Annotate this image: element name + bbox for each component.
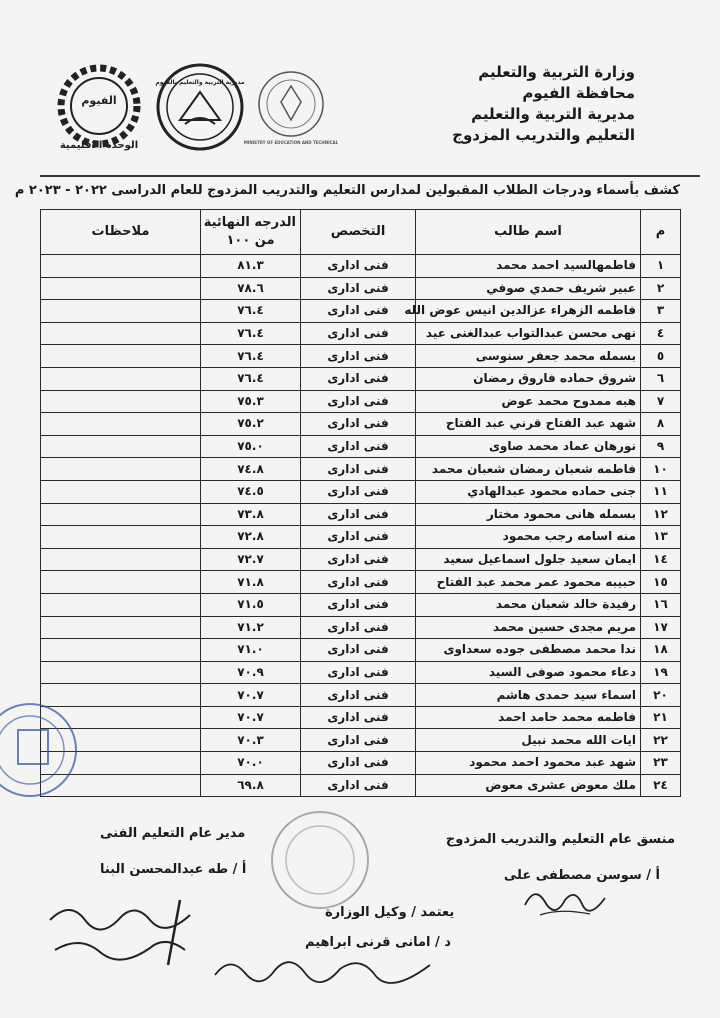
cell-grade: ٧١.٢ (201, 616, 301, 639)
header-grade (201, 210, 301, 255)
header-grade-line2: من ١٠٠ (226, 233, 275, 248)
cell-num: ١ (641, 255, 681, 278)
cell-spec: فنى ادارى (301, 345, 416, 368)
page-title: كشف بأسماء ودرجات الطلاب المقبولين لمدارس التعليم والتدريب المزدوج للعام الدراسى ٢٠٢٢ - ٢٠٢٣ م (14, 183, 680, 198)
cell-grade: ٧٣.٨ (201, 503, 301, 526)
cell-spec: فنى ادارى (301, 255, 416, 278)
table-row (41, 480, 681, 503)
cell-spec: فنى ادارى (301, 480, 416, 503)
cell-num: ٢٣ (641, 752, 681, 775)
cell-name: فاطمهالسيد احمد محمد (416, 255, 641, 278)
cell-grade: ٧٥.٣ (201, 390, 301, 413)
cell-name: هبه ممدوح محمد عوض (416, 390, 641, 413)
regional-unit-logo (50, 60, 148, 152)
cell-spec: فنى ادارى (301, 774, 416, 797)
cell-notes (41, 345, 201, 368)
cell-num: ١٤ (641, 548, 681, 571)
cell-num: ٢٠ (641, 684, 681, 707)
directorate-logo-text: مديرية التربية والتعليم بالفيوم (155, 79, 245, 86)
table-row (41, 593, 681, 616)
cell-num: ٥ (641, 345, 681, 368)
cell-spec: فنى ادارى (301, 503, 416, 526)
cell-notes (41, 390, 201, 413)
cell-notes (41, 593, 201, 616)
cell-grade: ٧٨.٦ (201, 277, 301, 300)
header-department: التعليم والتدريب المزدوج (452, 126, 635, 144)
cell-notes (41, 503, 201, 526)
table-row (41, 684, 681, 707)
cell-num: ٢٢ (641, 729, 681, 752)
cell-name: نهى محسن عبدالتواب عبدالغنى عيد (416, 322, 641, 345)
cell-name: دعاء محمود صوفى السيد (416, 661, 641, 684)
cell-num: ١٥ (641, 571, 681, 594)
cell-num: ٧ (641, 390, 681, 413)
table-row (41, 706, 681, 729)
table-row (41, 526, 681, 549)
cell-num: ١٠ (641, 458, 681, 481)
cell-name: بسمله هانى محمود مختار (416, 503, 641, 526)
cell-spec: فنى ادارى (301, 548, 416, 571)
cell-name: فاطمه شعبان رمضان شعبان محمد (416, 458, 641, 481)
table-row (41, 752, 681, 775)
cell-spec: فنى ادارى (301, 277, 416, 300)
cell-grade: ٧٥.٢ (201, 413, 301, 436)
cell-spec: فنى ادارى (301, 435, 416, 458)
cell-notes (41, 480, 201, 503)
cell-notes (41, 571, 201, 594)
cell-grade: ٧٠.٧ (201, 684, 301, 707)
cell-grade: ٧١.٨ (201, 571, 301, 594)
table-row (41, 277, 681, 300)
header-notes: ملاحظات (41, 210, 201, 255)
cell-spec: فنى ادارى (301, 413, 416, 436)
cell-notes (41, 255, 201, 278)
table-row (41, 548, 681, 571)
cell-grade: ٧١.٠ (201, 639, 301, 662)
cell-num: ٤ (641, 322, 681, 345)
cell-notes (41, 322, 201, 345)
cell-num: ١١ (641, 480, 681, 503)
cell-notes (41, 458, 201, 481)
ministry-logo (243, 68, 339, 148)
cell-notes (41, 435, 201, 458)
signature-director (40, 890, 200, 970)
cell-num: ١٨ (641, 639, 681, 662)
cell-grade: ٧٢.٨ (201, 526, 301, 549)
header-governorate: محافظة الفيوم (522, 84, 635, 102)
stamp-center (255, 805, 385, 915)
table-row (41, 390, 681, 413)
table-row (41, 774, 681, 797)
cell-spec: فنى ادارى (301, 390, 416, 413)
cell-grade: ٧٦.٤ (201, 367, 301, 390)
cell-name: نورهان عماد محمد صاوى (416, 435, 641, 458)
cell-name: جنى حماده محمود عبدالهادي (416, 480, 641, 503)
director-name: أ / طه عبدالمحسن البنا (100, 862, 247, 877)
cell-notes (41, 277, 201, 300)
cell-notes (41, 661, 201, 684)
cell-spec: فنى ادارى (301, 526, 416, 549)
cell-spec: فنى ادارى (301, 367, 416, 390)
cell-grade: ٧٢.٧ (201, 548, 301, 571)
table-row (41, 367, 681, 390)
header-divider (40, 175, 700, 177)
table-row (41, 639, 681, 662)
cell-name: شهد عبد الفتاح قرني عبد الفتاح (416, 413, 641, 436)
cell-num: ٨ (641, 413, 681, 436)
cell-name: بسمله محمد جعفر سنوسى (416, 345, 641, 368)
unit-logo-top-text: الفيوم (81, 94, 117, 107)
cell-notes (41, 639, 201, 662)
cell-spec: فنى ادارى (301, 571, 416, 594)
table-row (41, 345, 681, 368)
table-row (41, 255, 681, 278)
cell-spec: فنى ادارى (301, 616, 416, 639)
coordinator-name: أ / سوسن مصطفى على (503, 868, 660, 883)
cell-num: ١٢ (641, 503, 681, 526)
table-row (41, 435, 681, 458)
cell-num: ٢٤ (641, 774, 681, 797)
cell-spec: فنى ادارى (301, 300, 416, 323)
cell-grade: ٦٩.٨ (201, 774, 301, 797)
unit-logo-bottom-text: الوحدة الاقليمية (59, 140, 139, 151)
cell-notes (41, 616, 201, 639)
cell-name: ايات الله محمد نبيل (416, 729, 641, 752)
cell-num: ٣ (641, 300, 681, 323)
cell-notes (41, 526, 201, 549)
cell-name: شهد عبد محمود احمد محمود (416, 752, 641, 775)
cell-name: ايمان سعيد جلول اسماعيل سعيد (416, 548, 641, 571)
cell-grade: ٧٠.٩ (201, 661, 301, 684)
signature-coordinator (520, 880, 610, 920)
cell-spec: فنى ادارى (301, 322, 416, 345)
table-row (41, 322, 681, 345)
header-ministry: وزارة التربية والتعليم (478, 63, 635, 81)
table-row (41, 729, 681, 752)
table-header-row (41, 210, 681, 255)
table-row (41, 571, 681, 594)
directorate-logo (155, 62, 245, 152)
cell-name: اسماء سيد حمدى هاشم (416, 684, 641, 707)
cell-spec: فنى ادارى (301, 661, 416, 684)
cell-notes (41, 548, 201, 571)
cell-notes (41, 367, 201, 390)
cell-name: ندا محمد مصطفى جوده سعداوى (416, 639, 641, 662)
cell-name: ملك معوض عشرى معوض (416, 774, 641, 797)
cell-grade: ٧٤.٨ (201, 458, 301, 481)
coordinator-title: منسق عام التعليم والتدريب المزدوج (445, 832, 675, 847)
cell-name: مريم مجدى حسين محمد (416, 616, 641, 639)
cell-num: ١٣ (641, 526, 681, 549)
cell-name: منه اسامه رجب محمود (416, 526, 641, 549)
cell-num: ٦ (641, 367, 681, 390)
cell-grade: ٨١.٣ (201, 255, 301, 278)
header-directorate: مديرية التربية والتعليم (471, 105, 635, 123)
header-spec: التخصص (301, 210, 416, 255)
cell-name: حبيبه محمود عمر محمد عبد الفتاح (416, 571, 641, 594)
header-num: م (641, 210, 681, 255)
signature-deputy (210, 945, 440, 995)
cell-grade: ٧٠.٧ (201, 706, 301, 729)
cell-spec: فنى ادارى (301, 706, 416, 729)
table-row (41, 458, 681, 481)
cell-grade: ٧٦.٤ (201, 322, 301, 345)
ministry-logo-text: MINISTRY OF EDUCATION AND TECHNICAL (243, 140, 339, 145)
approval-line: يعتمد / وكيل الوزارة (325, 905, 455, 920)
header-name: اسم طالب (416, 210, 641, 255)
cell-num: ٩ (641, 435, 681, 458)
cell-grade: ٧٠.٠ (201, 752, 301, 775)
logos-row (50, 60, 339, 160)
cell-num: ١٦ (641, 593, 681, 616)
cell-notes (41, 300, 201, 323)
cell-grade: ٧٦.٤ (201, 300, 301, 323)
cell-num: ٢١ (641, 706, 681, 729)
cell-spec: فنى ادارى (301, 752, 416, 775)
stamp-left (0, 690, 80, 820)
cell-spec: فنى ادارى (301, 684, 416, 707)
cell-grade: ٧٥.٠ (201, 435, 301, 458)
cell-name: فاطمه الزهراء عزالدين انيس عوض الله (416, 300, 641, 323)
cell-num: ٢ (641, 277, 681, 300)
header-grade-line1: الدرجه النهائية (203, 215, 296, 230)
table-row (41, 413, 681, 436)
cell-grade: ٧١.٥ (201, 593, 301, 616)
cell-spec: فنى ادارى (301, 639, 416, 662)
cell-spec: فنى ادارى (301, 593, 416, 616)
cell-grade: ٧٦.٤ (201, 345, 301, 368)
cell-grade: ٧٤.٥ (201, 480, 301, 503)
grades-table (40, 209, 681, 797)
director-title: مدير عام التعليم الفنى (100, 826, 246, 841)
deputy-name: د / امانى قرنى ابراهيم (305, 935, 451, 950)
cell-name: رفيدة خالد شعبان محمد (416, 593, 641, 616)
header-block (452, 62, 635, 146)
cell-grade: ٧٠.٣ (201, 729, 301, 752)
table-row (41, 300, 681, 323)
cell-num: ١٧ (641, 616, 681, 639)
cell-name: فاطمه محمد حامد احمد (416, 706, 641, 729)
cell-spec: فنى ادارى (301, 729, 416, 752)
cell-name: عبير شريف حمدي صوفي (416, 277, 641, 300)
cell-spec: فنى ادارى (301, 458, 416, 481)
cell-notes (41, 413, 201, 436)
cell-num: ١٩ (641, 661, 681, 684)
table-row (41, 616, 681, 639)
table-row (41, 503, 681, 526)
cell-name: شروق حماده فاروق رمضان (416, 367, 641, 390)
table-row (41, 661, 681, 684)
